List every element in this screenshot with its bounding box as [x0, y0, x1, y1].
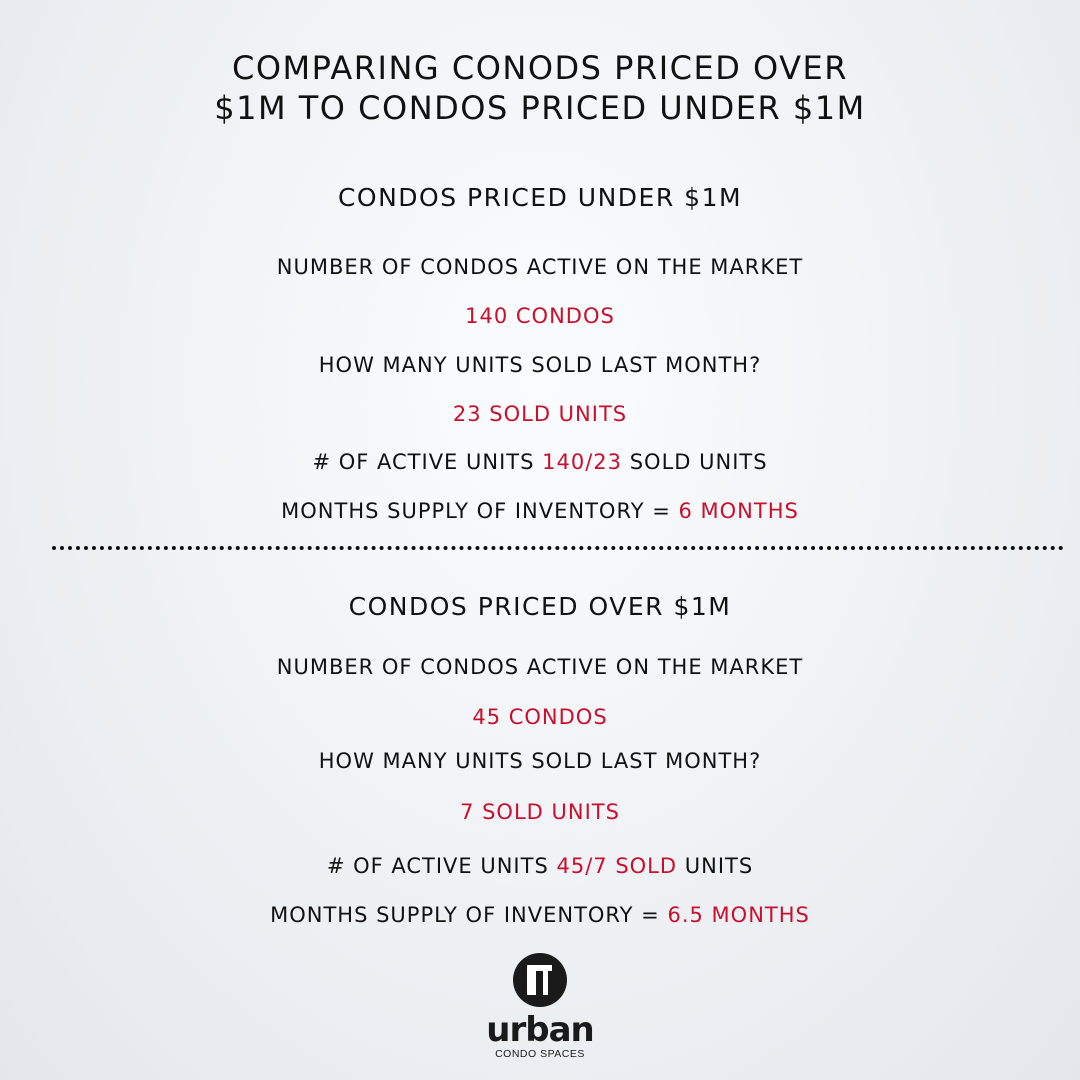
over-active-label: NUMBER OF CONDOS ACTIVE ON THE MARKET [276, 655, 804, 679]
urban-building-icon [512, 952, 568, 1008]
under-section-heading: CONDOS PRICED UNDER $1M [337, 183, 743, 212]
under-ratio-prefix: # OF ACTIVE UNITS [312, 450, 535, 474]
under-ratio-suffix: SOLD UNITS [629, 450, 768, 474]
over-ratio-line [0, 853, 1080, 879]
over-sold-label: HOW MANY UNITS SOLD LAST MONTH? [318, 749, 762, 773]
under-supply-label: MONTHS SUPPLY OF INVENTORY = [281, 499, 671, 523]
under-supply-value: 6 MONTHS [678, 499, 799, 523]
over-section-heading: CONDOS PRICED OVER $1M [348, 592, 732, 621]
logo-wordmark: urban [486, 1010, 594, 1050]
over-supply-value: 6.5 MONTHS [667, 903, 810, 927]
under-ratio-line [0, 449, 1080, 475]
over-active-value: 45 CONDOS [472, 705, 608, 729]
under-ratio-value: 140/23 [542, 450, 623, 474]
over-ratio-suffix: UNITS [684, 854, 754, 878]
section-divider [52, 546, 1064, 550]
under-sold-value: 23 SOLD UNITS [452, 402, 628, 426]
over-ratio-prefix: # OF ACTIVE UNITS [326, 854, 549, 878]
brand-logo [440, 952, 640, 1062]
logo-tagline: CONDO SPACES [495, 1048, 585, 1060]
page-title-line-1: COMPARING CONODS PRICED OVER [232, 49, 848, 87]
over-ratio-value: 45/7 SOLD [556, 854, 678, 878]
under-active-value: 140 CONDOS [465, 304, 615, 328]
under-supply-line [0, 498, 1080, 524]
over-sold-value: 7 SOLD UNITS [460, 800, 620, 824]
over-supply-line [0, 902, 1080, 928]
page-title-line-2: $1M TO CONDOS PRICED UNDER $1M [214, 89, 866, 127]
under-sold-label: HOW MANY UNITS SOLD LAST MONTH? [318, 353, 762, 377]
under-active-label: NUMBER OF CONDOS ACTIVE ON THE MARKET [276, 255, 804, 279]
over-supply-label: MONTHS SUPPLY OF INVENTORY = [270, 903, 660, 927]
